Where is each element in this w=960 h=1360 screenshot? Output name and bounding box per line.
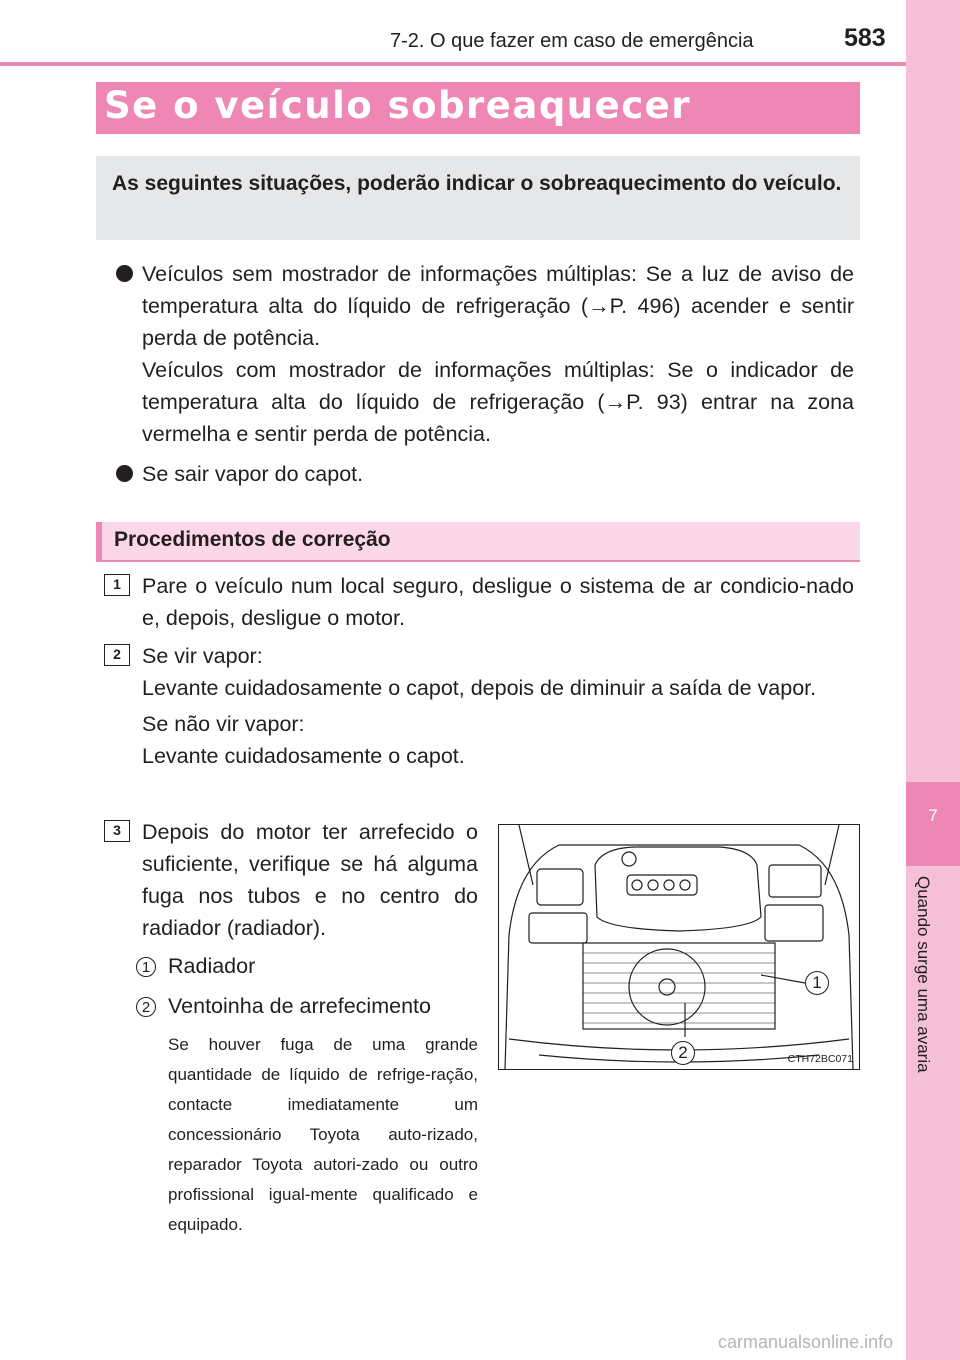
step-3-text: Depois do motor ter arrefecido o suficiente, verifique se há alguma fuga nos tubos e no centro do radiador (radiador). <box>142 820 478 940</box>
step-number-badge: 2 <box>104 644 130 666</box>
side-strip <box>906 0 960 1360</box>
chapter-title: Quando surge uma avaria <box>914 876 933 1073</box>
callout-number: 1 <box>136 957 156 977</box>
figure-callout-2: 2 <box>671 1041 695 1065</box>
bullet-dot <box>116 465 133 482</box>
bullet-paragraph: Veículos com mostrador de informações múltiplas: Se o indicador de temperatura alta do líquido de refrigeração (→P. 93) entrar na zona vermelha e sentir perda de potência. <box>142 358 854 446</box>
figure-callout-1: 1 <box>805 971 829 995</box>
step-1 <box>142 570 854 634</box>
intro-box: As seguintes situações, poderão indicar o sobreaquecimento do veículo. <box>96 156 860 240</box>
step-number-badge: 3 <box>104 820 130 842</box>
page-number: 583 <box>844 24 886 52</box>
bullet-dot <box>116 265 133 282</box>
callout-label: Ventoinha de arrefecimento <box>168 994 431 1018</box>
bullet-paragraph: Veículos sem mostrador de informações múltiplas: Se a luz de aviso de temperatura alta do líquido de refrigeração (→P. 496) acender e sentir perda de potência. <box>142 262 854 350</box>
bullet-paragraph: Se sair vapor do capot. <box>142 462 364 486</box>
watermark: carmanualsonline.info <box>718 1332 894 1352</box>
step-paragraph: Levante cuidadosamente o capot, depois de diminuir a saída de vapor. <box>142 676 817 700</box>
callout-cooling-fan <box>136 994 431 1019</box>
step-paragraph: Pare o veículo num local seguro, desligue o sistema de ar condicio-nado e, depois, desligue o motor. <box>142 574 854 630</box>
page-title: Se o veículo sobreaquecer <box>104 84 692 127</box>
bullet-item-1 <box>142 258 854 450</box>
header-section-title: 7-2. O que fazer em caso de emergência <box>390 30 754 52</box>
leak-note: Se houver fuga de uma grande quantidade de líquido de refrige-ração, contacte imediatamente um concessionário Toyota auto-rizado, reparador Toyota autori-zado ou outro profissional igual-mente qualificado e equipado. <box>168 1035 478 1234</box>
engine-bay-illustration <box>499 825 859 1069</box>
callout-label: Radiador <box>168 954 256 978</box>
engine-bay-figure <box>498 824 860 1070</box>
section-bar <box>96 522 102 560</box>
callout-radiator <box>136 954 255 979</box>
section-rule <box>96 560 860 562</box>
section-title: Procedimentos de correção <box>114 528 391 551</box>
callout-number: 2 <box>136 997 156 1017</box>
step-paragraph: Se não vir vapor: <box>142 712 305 736</box>
bullet-item-2 <box>142 458 854 490</box>
chapter-number: 7 <box>928 806 938 825</box>
step-2 <box>142 640 854 772</box>
figure-code: CTH72BC071 <box>787 1053 853 1065</box>
step-paragraph: Levante cuidadosamente o capot. <box>142 744 465 768</box>
header-rule <box>0 62 906 66</box>
step-paragraph: Se vir vapor: <box>142 644 263 668</box>
step-number-badge: 1 <box>104 574 130 596</box>
